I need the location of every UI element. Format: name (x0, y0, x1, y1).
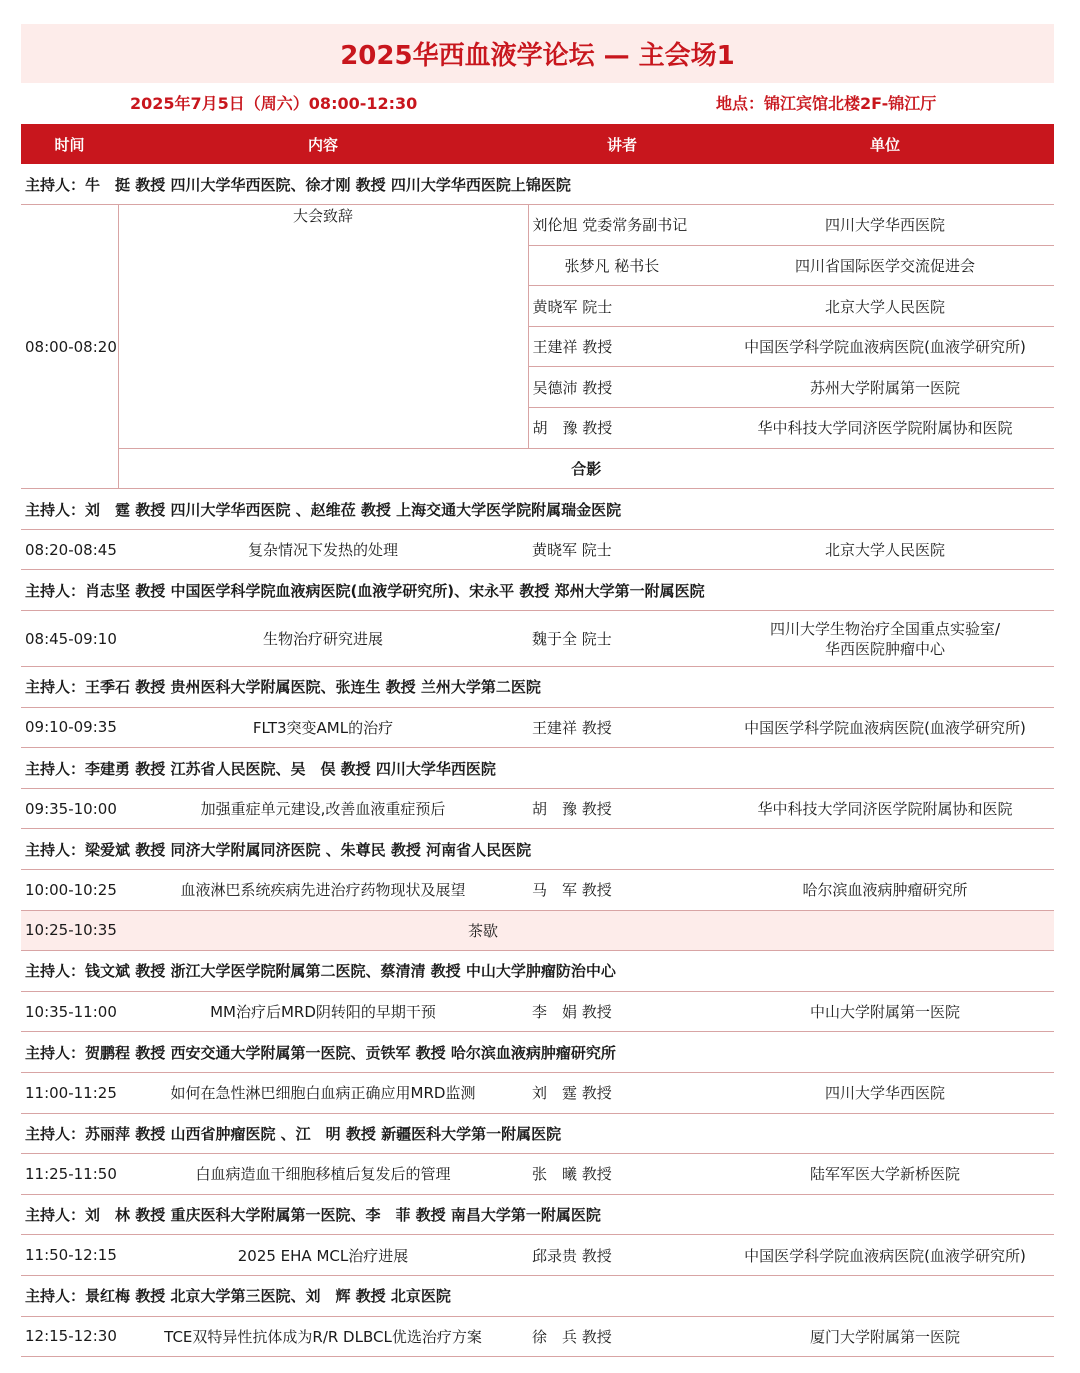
host-row (21, 1032, 1054, 1073)
speaker-cell: 吴德沛 教授 (528, 367, 716, 408)
speaker-cell: 王建祥 教授 (528, 326, 716, 367)
speaker-cell: 李 娟 教授 (528, 991, 716, 1032)
photo-cell: 合影 (118, 448, 1054, 489)
host-text: 主持人：王季石 教授 贵州医科大学附属医院、张连生 教授 兰州大学第二医院 (21, 667, 1054, 708)
content-cell: 复杂情况下发热的处理 (118, 529, 528, 570)
content-cell: 加强重症单元建设,改善血液重症预后 (118, 788, 528, 829)
table-row (21, 870, 1054, 911)
host-text: 主持人：肖志坚 教授 中国医学科学院血液病医院(血液学研究所)、宋永平 教授 郑州大学第一附属医院 (21, 570, 1054, 611)
host-text: 主持人：刘 霆 教授 四川大学华西医院 、赵维莅 教授 上海交通大学医学院附属瑞金医院 (21, 489, 1054, 530)
host-text: 主持人：刘 林 教授 重庆医科大学附属第一医院、李 菲 教授 南昌大学第一附属医院 (21, 1194, 1054, 1235)
time-cell: 08:00-08:20 (21, 205, 118, 489)
table-row (21, 788, 1054, 829)
speaker-cell: 胡 豫 教授 (528, 788, 716, 829)
speaker-cell: 魏于全 院士 (528, 611, 716, 667)
host-row (21, 164, 1054, 205)
table-header-row (21, 124, 1054, 164)
table-row (21, 611, 1054, 667)
time-cell: 12:15-12:30 (21, 1316, 118, 1357)
speaker-cell: 刘 霆 教授 (528, 1072, 716, 1113)
host-row (21, 951, 1054, 992)
host-row (21, 829, 1054, 870)
table-row (21, 1154, 1054, 1195)
time-cell: 11:25-11:50 (21, 1154, 118, 1195)
unit-line: 四川大学生物治疗全国重点实验室/ (769, 619, 1001, 638)
host-row (21, 1194, 1054, 1235)
table-row (21, 448, 1054, 489)
unit-cell: 中国医学科学院血液病医院(血液学研究所) (716, 326, 1054, 367)
time-cell: 08:45-09:10 (21, 611, 118, 667)
time-cell: 10:25-10:35 (21, 910, 118, 951)
speaker-cell: 刘伦旭 党委常务副书记 (528, 205, 716, 246)
unit-line: 华西医院肿瘤中心 (824, 639, 945, 658)
page-title: 2025华西血液学论坛 — 主会场1 (340, 41, 735, 71)
speaker-cell: 王建祥 教授 (528, 707, 716, 748)
unit-cell: 陆军军医大学新桥医院 (716, 1154, 1054, 1195)
time-cell: 09:35-10:00 (21, 788, 118, 829)
table-row (21, 1072, 1054, 1113)
speaker-cell: 黄晓军 院士 (528, 286, 716, 327)
venue: 地点：锦江宾馆北楼2F-锦江厅 (716, 94, 937, 113)
unit-cell: 华中科技大学同济医学院附属协和医院 (716, 408, 1054, 449)
content-cell: 如何在急性淋巴细胞白血病正确应用MRD监测 (118, 1072, 528, 1113)
schedule-table (21, 124, 1054, 1357)
table-row (21, 707, 1054, 748)
content-cell: 大会致辞 (118, 205, 528, 449)
table-row (21, 991, 1054, 1032)
speaker-cell: 马 军 教授 (528, 870, 716, 911)
host-row (21, 748, 1054, 789)
content-cell: 血液淋巴系统疾病先进治疗药物现状及展望 (118, 870, 528, 911)
content-cell: 2025 EHA MCL治疗进展 (118, 1235, 528, 1276)
host-row (21, 667, 1054, 708)
time-cell: 10:00-10:25 (21, 870, 118, 911)
host-text: 主持人：贺鹏程 教授 西安交通大学附属第一医院、贡铁军 教授 哈尔滨血液病肿瘤研究所 (21, 1032, 1054, 1073)
speaker-cell: 张 曦 教授 (528, 1154, 716, 1195)
break-label: 茶歇 (118, 910, 1054, 951)
break-row (21, 910, 1054, 951)
time-cell: 09:10-09:35 (21, 707, 118, 748)
unit-cell: 苏州大学附属第一医院 (716, 367, 1054, 408)
unit-cell: 中国医学科学院血液病医院(血液学研究所) (716, 1235, 1054, 1276)
host-text: 主持人：苏丽萍 教授 山西省肿瘤医院 、江 明 教授 新疆医科大学第一附属医院 (21, 1113, 1054, 1154)
unit-cell: 华中科技大学同济医学院附属协和医院 (716, 788, 1054, 829)
time-cell: 11:00-11:25 (21, 1072, 118, 1113)
title-banner (21, 24, 1054, 83)
unit-cell (716, 611, 1054, 667)
column-header-unit: 单位 (716, 124, 1054, 164)
host-row (21, 489, 1054, 530)
host-row (21, 1113, 1054, 1154)
time-cell: 08:20-08:45 (21, 529, 118, 570)
column-header-content: 内容 (118, 124, 528, 164)
host-text: 主持人：李建勇 教授 江苏省人民医院、吴 俣 教授 四川大学华西医院 (21, 748, 1054, 789)
host-row (21, 1275, 1054, 1316)
unit-cell: 中山大学附属第一医院 (716, 991, 1054, 1032)
speaker-cell: 徐 兵 教授 (528, 1316, 716, 1357)
host-text: 主持人：景红梅 教授 北京大学第三医院、刘 辉 教授 北京医院 (21, 1275, 1054, 1316)
host-text: 主持人：钱文斌 教授 浙江大学医学院附属第二医院、蔡清清 教授 中山大学肿瘤防治中心 (21, 951, 1054, 992)
time-cell: 11:50-12:15 (21, 1235, 118, 1276)
time-cell: 10:35-11:00 (21, 991, 118, 1032)
date-time: 2025年7月5日（周六）08:00-12:30 (130, 94, 418, 113)
table-row (21, 1316, 1054, 1357)
table-row (21, 529, 1054, 570)
speaker-cell: 黄晓军 院士 (528, 529, 716, 570)
host-row (21, 570, 1054, 611)
column-header-speaker: 讲者 (528, 124, 716, 164)
unit-cell: 北京大学人民医院 (716, 286, 1054, 327)
host-text: 主持人：牛 挺 教授 四川大学华西医院、徐才刚 教授 四川大学华西医院上锦医院 (21, 164, 1054, 205)
unit-cell: 厦门大学附属第一医院 (716, 1316, 1054, 1357)
column-header-time: 时间 (21, 124, 118, 164)
table-row (21, 205, 1054, 246)
unit-cell: 四川大学华西医院 (716, 205, 1054, 246)
speaker-cell: 邱录贵 教授 (528, 1235, 716, 1276)
speaker-cell: 张梦凡 秘书长 (528, 245, 716, 286)
speaker-cell: 胡 豫 教授 (528, 408, 716, 449)
unit-cell: 哈尔滨血液病肿瘤研究所 (716, 870, 1054, 911)
content-cell: MM治疗后MRD阴转阳的早期干预 (118, 991, 528, 1032)
content-cell: FLT3突变AML的治疗 (118, 707, 528, 748)
unit-cell: 中国医学科学院血液病医院(血液学研究所) (716, 707, 1054, 748)
content-cell: 白血病造血干细胞移植后复发后的管理 (118, 1154, 528, 1195)
unit-cell: 四川大学华西医院 (716, 1072, 1054, 1113)
host-text: 主持人：梁爱斌 教授 同济大学附属同济医院 、朱尊民 教授 河南省人民医院 (21, 829, 1054, 870)
table-row (21, 1235, 1054, 1276)
content-cell: 生物治疗研究进展 (118, 611, 528, 667)
unit-cell: 北京大学人民医院 (716, 529, 1054, 570)
unit-cell: 四川省国际医学交流促进会 (716, 245, 1054, 286)
content-cell: TCE双特异性抗体成为R/R DLBCL优选治疗方案 (118, 1316, 528, 1357)
